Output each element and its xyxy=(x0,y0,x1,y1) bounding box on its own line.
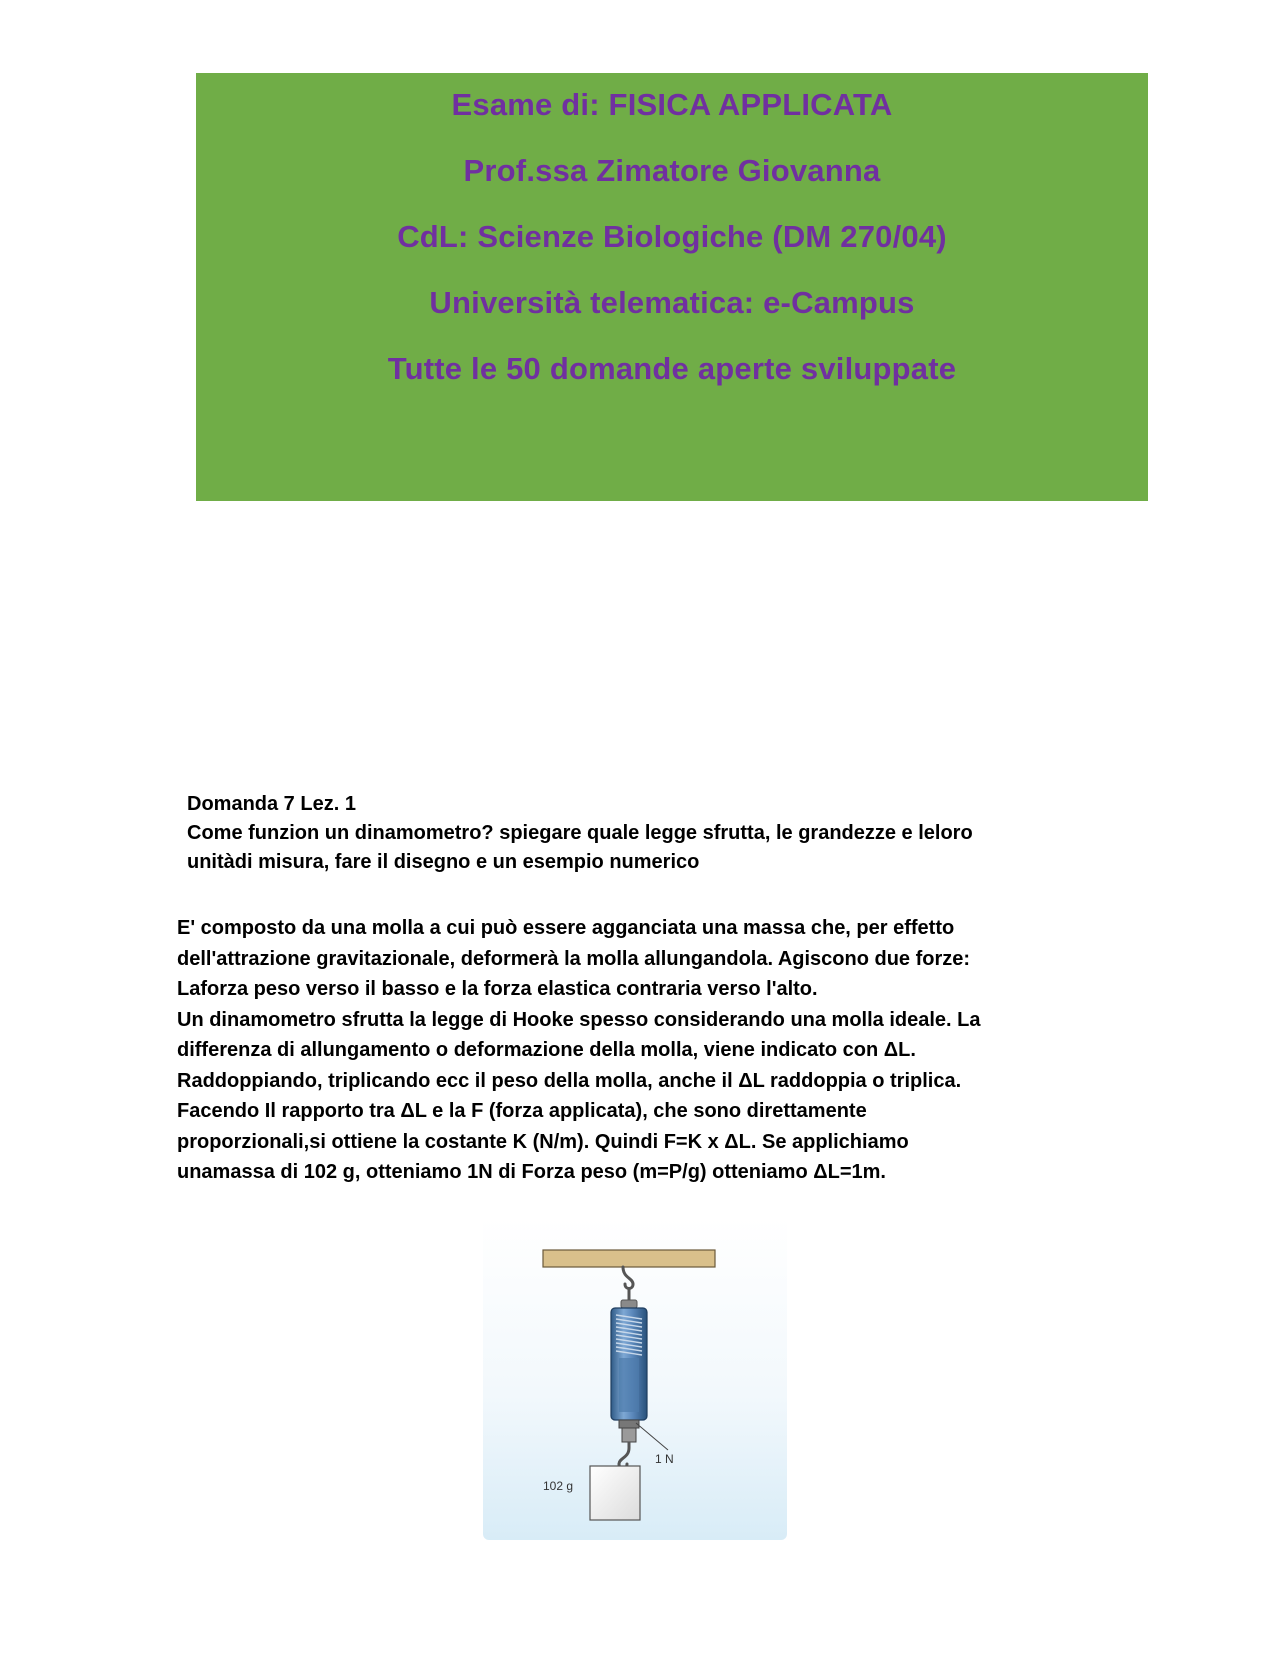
bottom-cap xyxy=(619,1420,639,1428)
answer-line: differenza di allungamento o deformazione della molla, viene indicato con ΔL. xyxy=(177,1039,916,1061)
answer-line: Raddoppiando, triplicando ecc il peso della molla, anche il ΔL raddoppia o triplica. xyxy=(177,1069,962,1092)
question-block xyxy=(187,790,973,877)
document-subtitle: Tutte le 50 domande aperte sviluppate xyxy=(387,351,957,386)
answer-line: Facendo Il rapporto tra ΔL e la F (forza applicata), che sono direttamente xyxy=(177,1100,867,1122)
inner-scale xyxy=(619,1358,639,1412)
answer-line: unamassa di 102 g, otteniamo 1N di Forza peso (m=P/g) otteniamo ΔL=1m. xyxy=(177,1161,886,1183)
question-number: Domanda 7 Lez. 1 xyxy=(187,793,356,815)
question-text-line: unitàdi misura, fare il disegno e un esempio numerico xyxy=(187,851,700,873)
question-text-line: Come funzion un dinamometro? spiegare quale legge sfrutta, le grandezze e leloro xyxy=(187,822,973,844)
answer-line: dell'attrazione gravitazionale, deformerà la molla allungandola. Agiscono due forze: xyxy=(177,947,971,970)
professor-name: Prof.ssa Zimatore Giovanna xyxy=(463,153,881,188)
answer-line: E' composto da una molla a cui può essere agganciata una massa che, per effetto xyxy=(177,917,955,939)
ceiling-bar xyxy=(543,1250,715,1267)
answer-block xyxy=(177,913,1077,1188)
university-name: Università telematica: e-Campus xyxy=(429,285,915,320)
top-cap xyxy=(621,1300,637,1308)
force-label: 1 N xyxy=(655,1452,674,1466)
mass-label: 102 g xyxy=(543,1479,574,1493)
answer-line: proporzionali,si ottiene la costante K (N/m). Quindi F=K x ΔL. Se applichiamo xyxy=(177,1130,909,1153)
course-name: CdL: Scienze Biologiche (DM 270/04) xyxy=(397,219,947,254)
title-banner xyxy=(196,73,1148,501)
answer-line: Un dinamometro sfrutta la legge di Hooke spesso considerando una molla ideale. La xyxy=(177,1008,981,1031)
answer-line: Laforza peso verso il basso e la forza elastica contraria verso l'alto. xyxy=(177,978,818,1000)
exam-title: Esame di: FISICA APPLICATA xyxy=(451,87,893,122)
mass-block xyxy=(590,1466,640,1520)
dynamometer-figure xyxy=(483,1218,787,1540)
scale-indicator xyxy=(622,1428,636,1442)
